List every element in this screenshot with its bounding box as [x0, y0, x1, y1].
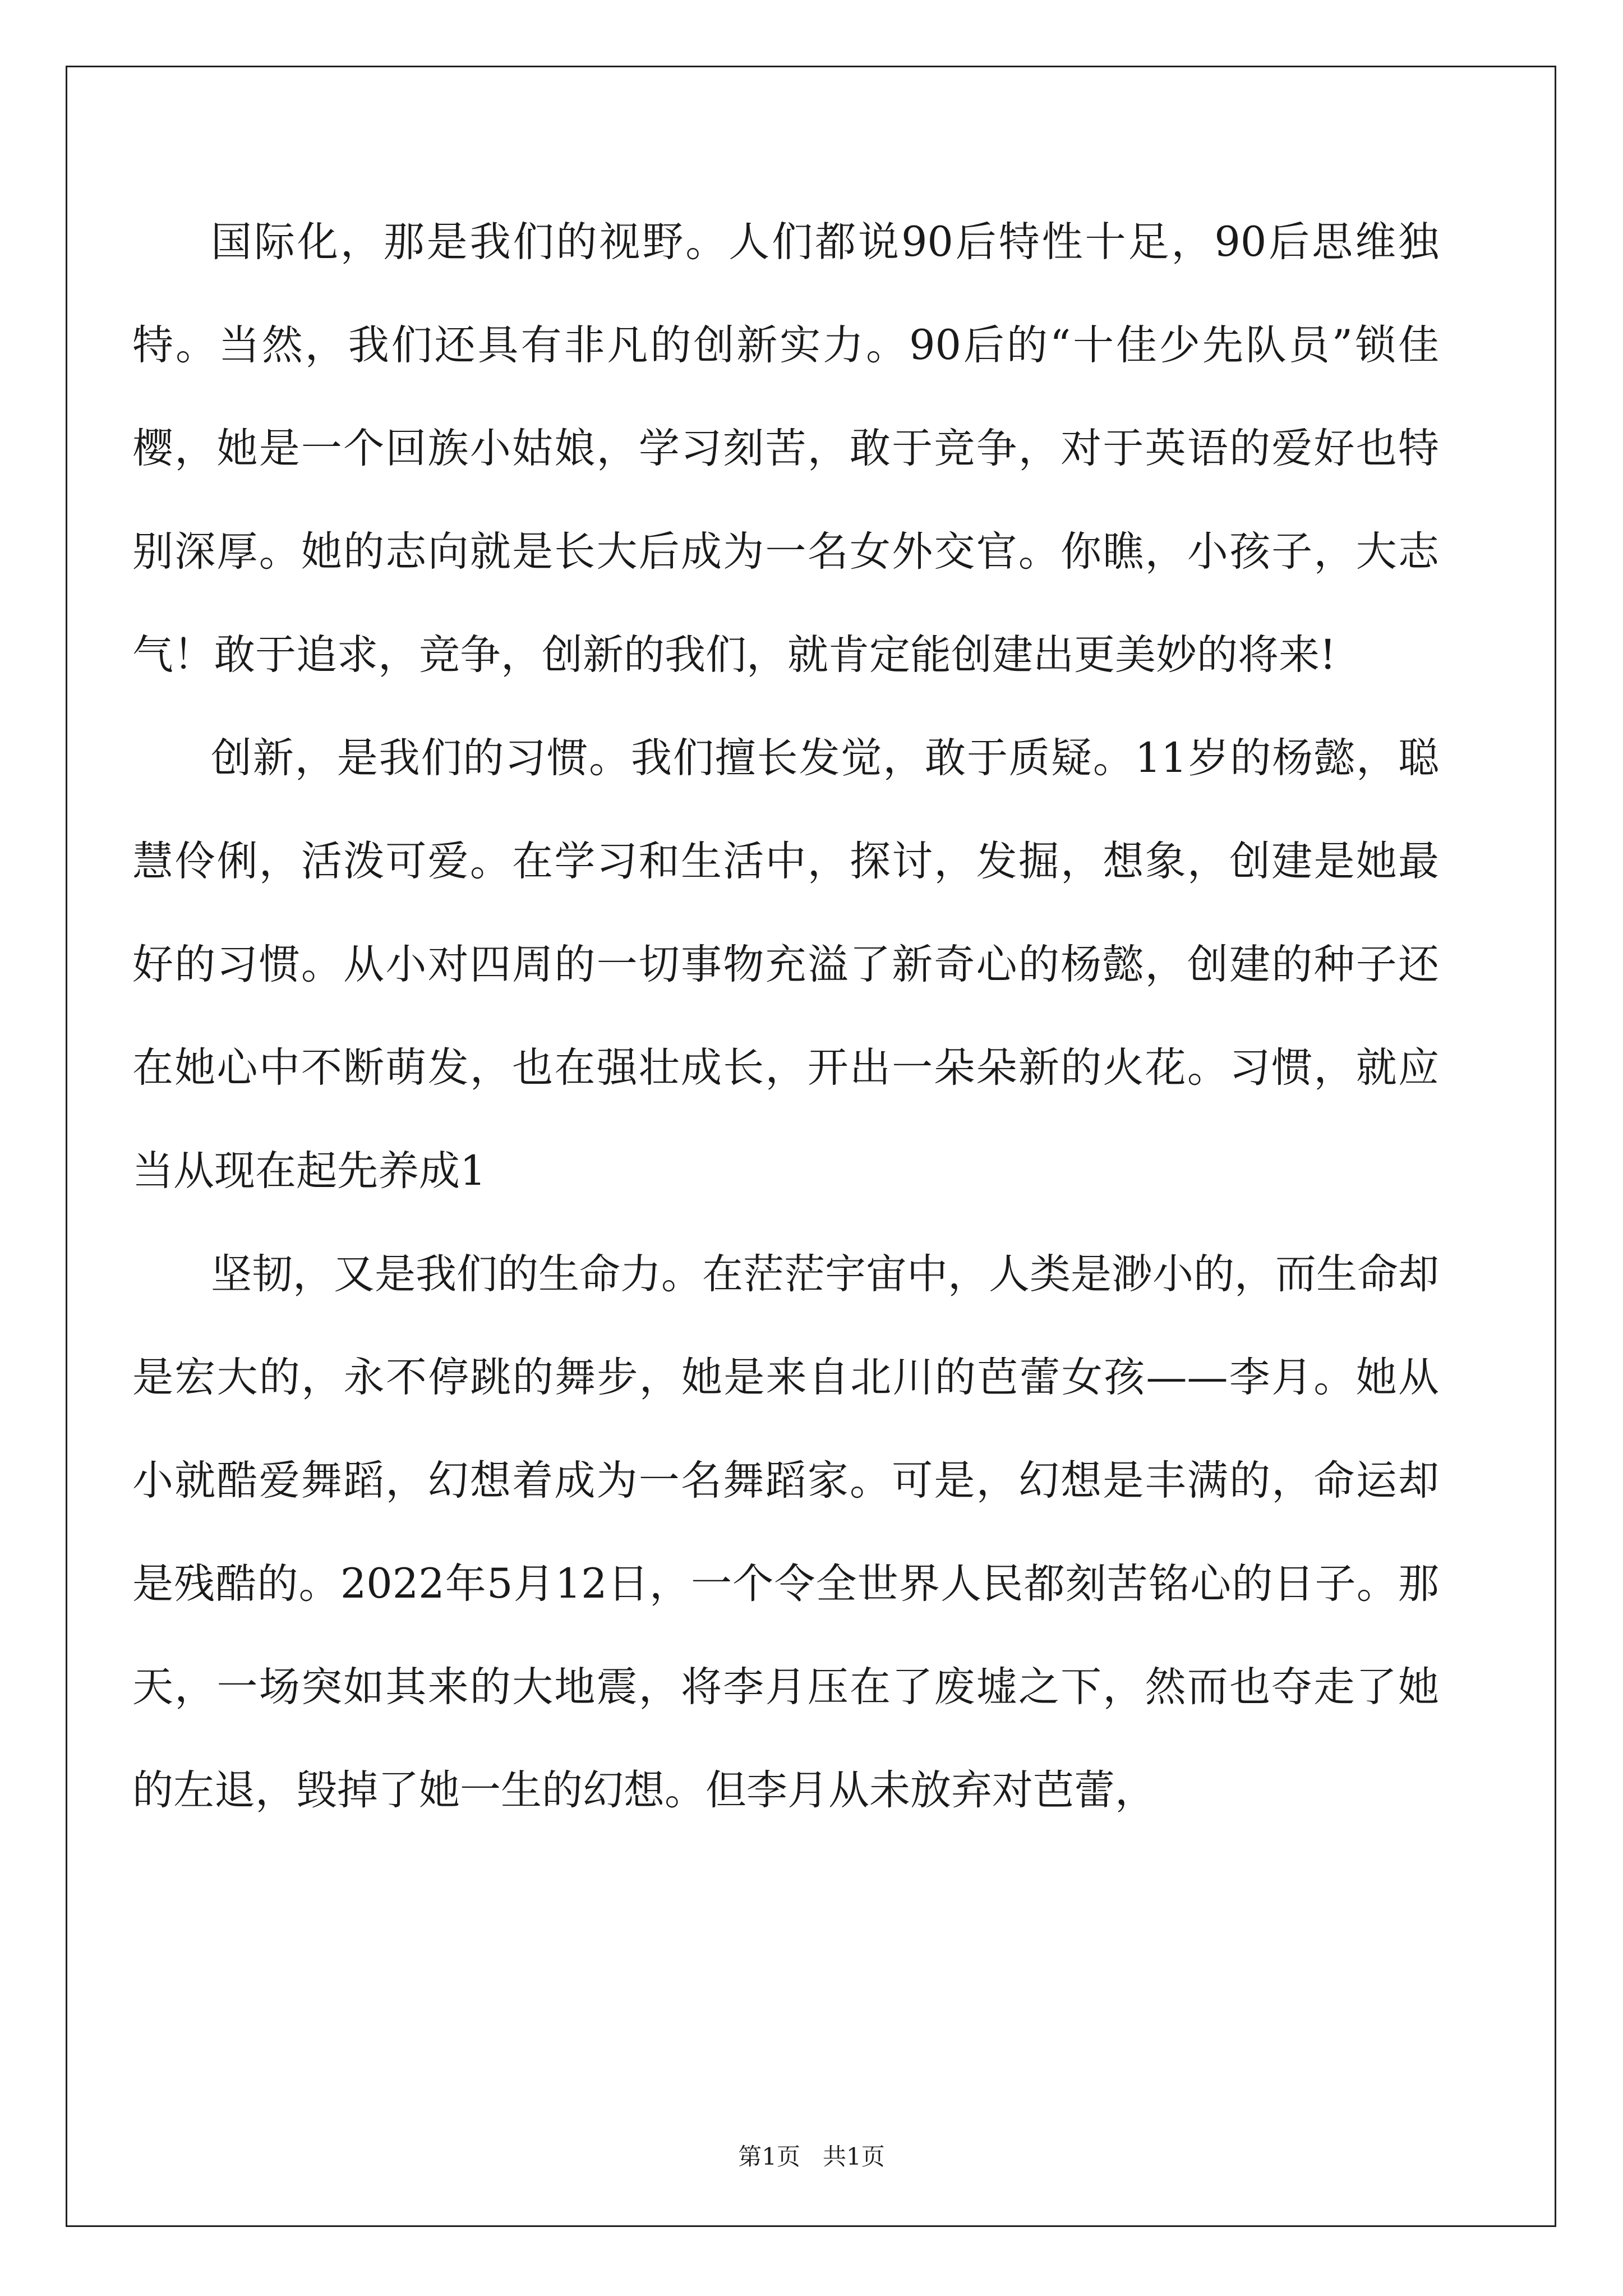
page-number-footer: 第1页 共1页 — [738, 2143, 885, 2170]
paragraph-resilience: 坚韧，又是我们的生命力。在茫茫宇宙中，人类是渺小的，而生命却是宏大的，永不停跳的舞步，她是来自北川的芭蕾女孩——李月。她从小就酷爱舞蹈，幻想着成为一名舞蹈家。可是，幻想是丰满的，命运却是残酷的。2022年5月12日，一个令全世界人民都刻苦铭心的日子。那天，一场突如其来的大地震，将李月压在了废墟之下，然而也夺走了她的左退，毁掉了她一生的幻想。但李月从未放弃对芭蕾， — [132, 1250, 1439, 1814]
document-body — [132, 191, 1439, 1842]
paragraph-internationalization: 国际化，那是我们的视野。人们都说90后特性十足，90后思维独特。当然，我们还具有非凡的创新实力。90后的“十佳少先队员”锁佳樱，她是一个回族小姑娘，学习刻苦，敢于竞争，对于英语的爱好也特别深厚。她的志向就是长大后成为一名女外交官。你瞧，小孩子，大志气！敢于追求，竞争，创新的我们，就肯定能创建出更美妙的将来! — [132, 218, 1439, 679]
paragraph-innovation: 创新，是我们的习惯。我们擅长发觉，敢于质疑。11岁的杨懿，聪慧伶俐，活泼可爱。在学习和生活中，探讨，发掘，想象，创建是她最好的习惯。从小对四周的一切事物充溢了新奇心的杨懿，创建的种子还在她心中不断萌发，也在强壮成长，开出一朵朵新的火花。习惯，就应当从现在起先养成1 — [132, 734, 1439, 1195]
